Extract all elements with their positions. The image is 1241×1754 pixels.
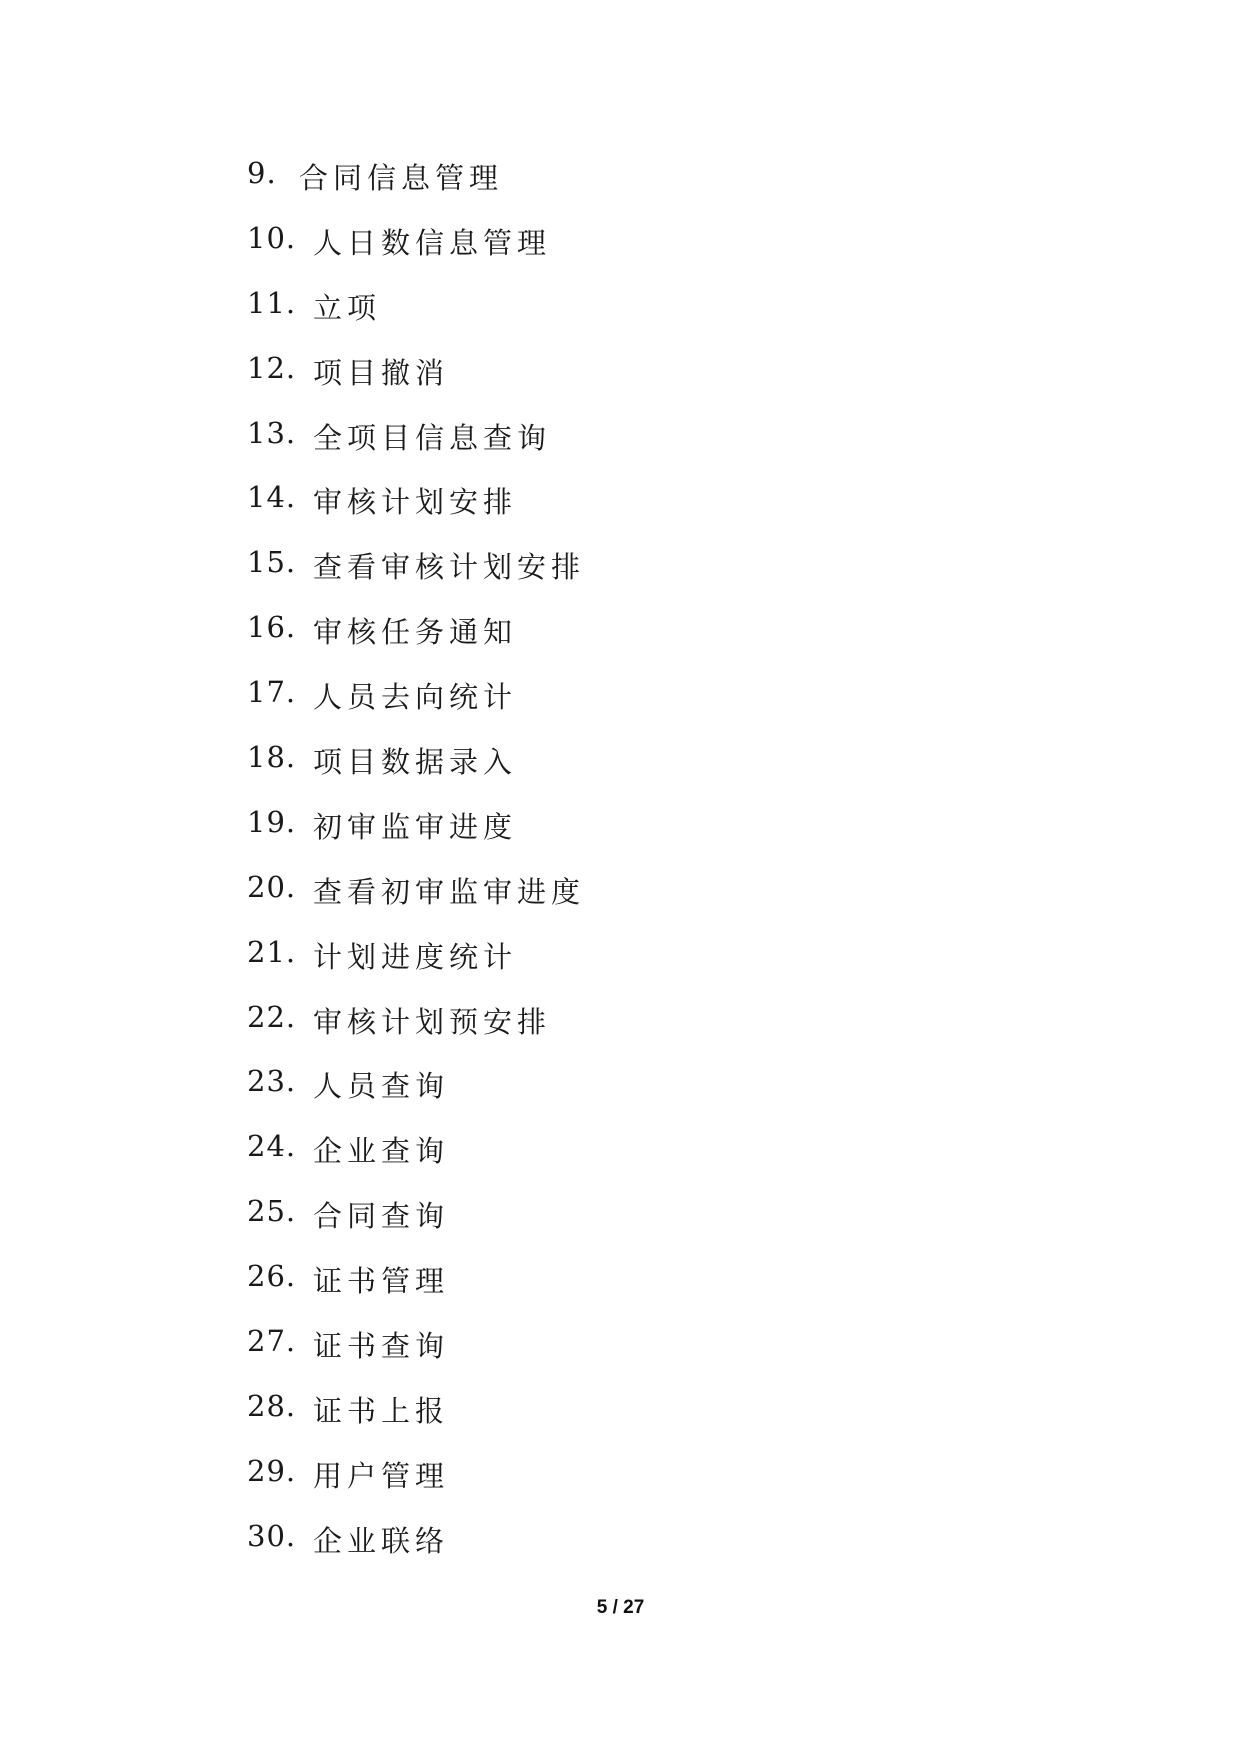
list-item-label: 项目数据录入: [313, 745, 518, 780]
list-item: [247, 1389, 585, 1454]
list-item-number: 21.: [247, 934, 297, 969]
list-item-number: 15.: [247, 545, 297, 580]
list-item: [247, 351, 585, 416]
page-number-footer: 5 / 27: [596, 1597, 645, 1618]
list-item: [247, 870, 585, 935]
list-item: [247, 1259, 585, 1324]
list-item: [247, 935, 585, 1000]
list-item: [247, 1519, 585, 1584]
list-item-label: 合同查询: [313, 1199, 450, 1234]
list-item-label: 人员去向统计: [313, 680, 518, 715]
list-item-label: 查看初审监审进度: [313, 874, 586, 909]
list-item-label: 立项: [313, 290, 382, 325]
list-item-number: 29.: [247, 1453, 297, 1488]
list-item-label: 全项目信息查询: [313, 420, 552, 455]
list-item-label: 审核计划预安排: [313, 1004, 552, 1039]
list-item: [247, 610, 585, 675]
list-item-number: 16.: [247, 610, 297, 645]
list-item-number: 27.: [247, 1324, 297, 1359]
list-item-number: 28.: [247, 1388, 297, 1423]
list-item: [247, 1194, 585, 1259]
list-item-number: 20.: [247, 869, 297, 904]
list-item: [247, 1064, 585, 1129]
list-item-number: 25.: [247, 1194, 297, 1229]
list-item-number: 18.: [247, 740, 297, 775]
list-item-label: 企业联络: [313, 1523, 450, 1558]
list-item: [247, 1000, 585, 1065]
list-item-number: 11.: [247, 285, 297, 320]
list-item-label: 初审监审进度: [313, 809, 518, 844]
list-item-number: 9.: [247, 156, 277, 190]
list-item-number: 14.: [247, 480, 297, 515]
list-item: [247, 805, 585, 870]
list-item-number: 10.: [247, 220, 297, 255]
list-item: [247, 1454, 585, 1519]
list-item: [247, 1324, 585, 1389]
list-item: [247, 221, 585, 286]
numbered-list: [247, 156, 585, 1584]
list-item-label: 计划进度统计: [313, 939, 518, 974]
list-item: [247, 545, 585, 610]
list-item-label: 企业查询: [313, 1134, 450, 1169]
list-item-label: 证书查询: [313, 1329, 450, 1364]
list-item-label: 用户管理: [313, 1458, 450, 1493]
list-item-number: 12.: [247, 350, 297, 385]
list-item-number: 22.: [247, 999, 297, 1034]
list-item-label: 人员查询: [313, 1069, 450, 1104]
list-item-label: 证书管理: [313, 1264, 450, 1299]
list-item-label: 审核任务通知: [313, 615, 518, 650]
list-item-number: 17.: [247, 675, 297, 710]
list-item-label: 证书上报: [313, 1393, 450, 1428]
list-item-label: 人日数信息管理: [313, 225, 552, 260]
list-item: [247, 286, 585, 351]
list-item-label: 合同信息管理: [299, 161, 504, 195]
list-item-number: 26.: [247, 1259, 297, 1294]
list-item-number: 13.: [247, 415, 297, 450]
list-item: [247, 156, 585, 221]
list-item-number: 24.: [247, 1129, 297, 1164]
list-item-label: 项目撤消: [313, 355, 450, 390]
list-item-number: 19.: [247, 804, 297, 839]
list-item-number: 23.: [247, 1064, 297, 1099]
list-item: [247, 480, 585, 545]
list-item: [247, 675, 585, 740]
list-item-label: 审核计划安排: [313, 485, 518, 520]
list-item-label: 查看审核计划安排: [313, 550, 586, 585]
list-item-number: 30.: [247, 1518, 297, 1553]
list-item: [247, 1129, 585, 1194]
list-item: [247, 416, 585, 481]
list-item: [247, 740, 585, 805]
